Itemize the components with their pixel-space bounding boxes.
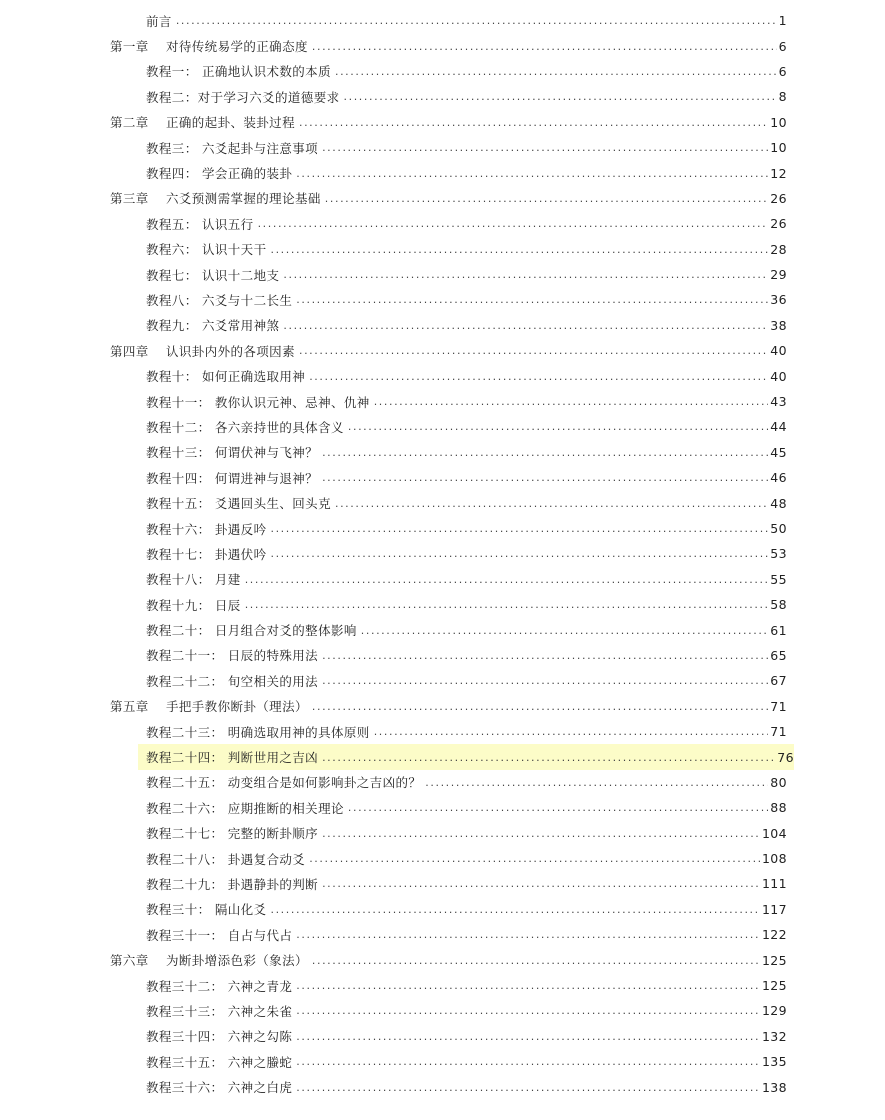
toc-page-number: 44 [770, 419, 787, 435]
toc-page-number: 117 [761, 901, 787, 917]
toc-page-number: 65 [770, 647, 787, 663]
toc-lesson-entry[interactable] [0, 1049, 787, 1074]
toc-lesson-entry[interactable] [0, 287, 787, 312]
toc-lesson-entry[interactable] [0, 643, 787, 668]
toc-page-number: 43 [770, 394, 787, 410]
toc-lesson-entry[interactable] [0, 363, 787, 388]
dot-leader [322, 446, 768, 459]
dot-leader [299, 116, 768, 129]
toc-page-number: 58 [770, 597, 787, 613]
toc-lesson-entry[interactable] [0, 440, 787, 465]
toc-lesson-entry[interactable] [0, 262, 787, 287]
toc-entry-title: 教程三十三： 六神之朱雀 [146, 1003, 293, 1019]
toc-entry-title: 教程十五： 爻遇回头生、回头克 [146, 496, 331, 512]
dot-leader [374, 395, 769, 408]
dot-leader [296, 1055, 760, 1068]
dot-leader [283, 268, 768, 281]
toc-lesson-entry[interactable] [0, 668, 787, 693]
toc-entry-title: 教程三： 六爻起卦与注意事项 [146, 140, 319, 156]
toc-entry-title: 教程十三： 何谓伏神与飞神？ [146, 445, 319, 461]
toc-entry-title: 教程九： 六爻常用神煞 [146, 318, 280, 334]
dot-leader [309, 370, 768, 383]
dot-leader [296, 293, 768, 306]
toc-lesson-entry[interactable] [0, 8, 787, 33]
toc-lesson-entry[interactable] [0, 1024, 787, 1049]
toc-entry-title: 教程三十四： 六神之勾陈 [146, 1029, 293, 1045]
toc-lesson-entry[interactable] [0, 541, 787, 566]
toc-lesson-entry[interactable] [0, 135, 787, 160]
toc-entry-title: 教程二十一： 日辰的特殊用法 [146, 648, 319, 664]
toc-entry-title: 教程八： 六爻与十二长生 [146, 292, 293, 308]
toc-page-number: 38 [770, 317, 787, 333]
toc-entry-title: 教程十七： 卦遇伏吟 [146, 546, 267, 562]
toc-chapter-entry[interactable] [0, 33, 787, 58]
toc-page-number: 50 [770, 521, 787, 536]
dot-leader [322, 674, 768, 687]
dot-leader [344, 90, 777, 103]
toc-entry-title: 教程三十六： 六神之白虎 [146, 1080, 293, 1096]
dot-leader [348, 420, 768, 433]
dot-leader [245, 573, 769, 586]
toc-lesson-entry[interactable] [0, 84, 787, 109]
toc-page-number: 88 [770, 800, 787, 816]
toc-entry-title: 第五章 手把手教你断卦（理法） [110, 699, 308, 715]
toc-lesson-entry[interactable] [0, 516, 787, 541]
dot-leader [176, 14, 777, 27]
toc-page-number: 138 [761, 1079, 787, 1095]
toc-page-number: 129 [761, 1003, 787, 1019]
dot-leader [322, 827, 760, 840]
toc-lesson-entry[interactable] [0, 922, 787, 947]
toc-page-number: 125 [761, 952, 787, 968]
toc-lesson-entry[interactable] [0, 567, 787, 592]
toc-entry-title: 教程四： 学会正确的装卦 [146, 166, 293, 182]
toc-entry-title: 教程三十五： 六神之螣蛇 [146, 1054, 293, 1070]
dot-leader [312, 40, 777, 53]
toc-page-number: 10 [770, 140, 787, 156]
toc-page-number: 29 [770, 267, 787, 283]
dot-leader [296, 928, 760, 941]
toc-page-number: 8 [778, 89, 787, 105]
toc-entry-title: 教程二：对于学习六爻的道德要求 [146, 89, 340, 105]
toc-lesson-entry[interactable] [0, 973, 787, 998]
toc-lesson-entry[interactable] [0, 313, 787, 338]
toc-entry-title: 第一章 对待传统易学的正确态度 [110, 39, 308, 55]
dot-leader [361, 624, 769, 637]
toc-page-number: 122 [761, 927, 787, 943]
toc-lesson-entry[interactable] [0, 211, 787, 236]
toc-entry-title: 第六章 为断卦增添色彩（象法） [110, 953, 308, 969]
toc-entry-title: 教程三十二： 六神之青龙 [146, 978, 293, 994]
dot-leader [312, 700, 768, 713]
toc-page-number: 6 [778, 38, 787, 54]
dot-leader [296, 1030, 760, 1043]
toc-page-number: 40 [770, 343, 787, 359]
toc-lesson-entry[interactable] [0, 414, 787, 439]
toc-page-number: 45 [770, 444, 787, 460]
toc-entry-title: 教程二十九： 卦遇静卦的判断 [146, 876, 319, 892]
dot-leader [425, 776, 768, 789]
toc-entry-title: 教程二十七： 完整的断卦顺序 [146, 826, 319, 842]
toc-entry-title: 第二章 正确的起卦、装卦过程 [110, 115, 295, 131]
toc-entry-title: 教程二十三： 明确选取用神的具体原则 [146, 724, 370, 740]
toc-lesson-entry[interactable] [0, 160, 787, 185]
toc-lesson-entry[interactable] [0, 237, 787, 262]
dot-leader [296, 1081, 760, 1094]
dot-leader [322, 877, 760, 890]
dot-leader [296, 1004, 760, 1017]
toc-lesson-entry[interactable] [0, 846, 787, 871]
dot-leader [335, 65, 777, 78]
dot-leader [322, 649, 768, 662]
toc-entry-title: 教程二十六： 应期推断的相关理论 [146, 800, 344, 816]
toc-page-number: 108 [761, 851, 787, 867]
toc-page-number: 55 [770, 571, 787, 587]
toc-entry-title: 教程十二： 各六亲持世的具体含义 [146, 419, 344, 435]
dot-leader [270, 547, 768, 560]
dot-leader [322, 751, 775, 764]
toc-page-number: 76 [777, 749, 794, 765]
toc-page-number: 36 [770, 292, 787, 308]
toc-lesson-entry[interactable] [138, 744, 794, 769]
toc-lesson-entry[interactable] [0, 1074, 787, 1099]
toc-entry-title: 教程十八： 月建 [146, 572, 241, 588]
dot-leader [325, 192, 769, 205]
toc-entry-title: 教程二十： 日月组合对爻的整体影响 [146, 623, 357, 639]
dot-leader [374, 725, 769, 738]
toc-lesson-entry[interactable] [0, 719, 787, 744]
toc-page-number: 53 [770, 546, 787, 562]
dot-leader [270, 522, 768, 535]
toc-lesson-entry[interactable] [0, 998, 787, 1023]
toc-page-number: 46 [770, 470, 787, 486]
dot-leader [312, 954, 760, 967]
dot-leader [270, 243, 768, 256]
toc-page-number: 48 [770, 495, 787, 511]
toc-page-number: 125 [761, 978, 787, 994]
table-of-contents [0, 8, 885, 1100]
dot-leader [299, 344, 768, 357]
dot-leader [322, 141, 768, 154]
toc-page-number: 71 [770, 698, 787, 714]
toc-entry-title: 教程七： 认识十二地支 [146, 267, 280, 283]
dot-leader [296, 979, 760, 992]
toc-page-number: 40 [770, 368, 787, 384]
toc-entry-title: 教程二十八： 卦遇复合动爻 [146, 851, 306, 867]
toc-page-number: 12 [770, 165, 787, 181]
dot-leader [335, 497, 768, 510]
toc-entry-title: 教程二十二： 旬空相关的用法 [146, 673, 319, 689]
toc-page-number: 67 [770, 673, 787, 689]
toc-lesson-entry[interactable] [0, 871, 787, 896]
toc-page-number: 71 [770, 724, 787, 740]
dot-leader [270, 903, 759, 916]
toc-page-number: 135 [761, 1054, 787, 1070]
toc-entry-title: 教程二十四： 判断世用之吉凶 [146, 750, 319, 766]
toc-chapter-entry[interactable] [0, 186, 787, 211]
toc-entry-title: 教程十九： 日辰 [146, 597, 241, 613]
toc-entry-title: 教程五： 认识五行 [146, 216, 254, 232]
toc-lesson-entry[interactable] [0, 592, 787, 617]
toc-lesson-entry[interactable] [0, 770, 787, 795]
toc-lesson-entry[interactable] [0, 465, 787, 490]
toc-page-number: 1 [778, 13, 787, 29]
toc-lesson-entry[interactable] [0, 821, 787, 846]
toc-entry-title: 教程三十一： 自占与代占 [146, 927, 293, 943]
toc-page-number: 26 [770, 190, 787, 206]
toc-lesson-entry[interactable] [0, 897, 787, 922]
dot-leader [348, 801, 768, 814]
toc-entry-title: 第四章 认识卦内外的各项因素 [110, 343, 295, 359]
toc-page-number: 6 [778, 63, 787, 79]
toc-entry-title: 教程十： 如何正确选取用神 [146, 369, 306, 385]
toc-lesson-entry[interactable] [0, 389, 787, 414]
dot-leader [245, 598, 769, 611]
toc-lesson-entry[interactable] [0, 795, 787, 820]
toc-page-number: 26 [770, 216, 787, 232]
toc-entry-title: 第三章 六爻预测需掌握的理论基础 [110, 191, 321, 207]
toc-entry-title: 教程六： 认识十天干 [146, 242, 267, 258]
toc-page-number: 104 [761, 825, 787, 841]
toc-entry-title: 教程一： 正确地认识术数的本质 [146, 64, 331, 80]
toc-entry-title: 教程三十： 隔山化爻 [146, 902, 267, 918]
toc-entry-title: 教程十六： 卦遇反吟 [146, 521, 267, 537]
dot-leader [296, 167, 768, 180]
toc-chapter-entry[interactable] [0, 694, 787, 719]
toc-entry-title: 教程十四： 何谓进神与退神？ [146, 470, 319, 486]
toc-page-number: 10 [770, 114, 787, 130]
toc-page-number: 28 [770, 241, 787, 257]
toc-chapter-entry[interactable] [0, 947, 787, 972]
dot-leader [283, 319, 768, 332]
toc-page-number: 61 [770, 622, 787, 638]
toc-lesson-entry[interactable] [0, 617, 787, 642]
toc-lesson-entry[interactable] [0, 490, 787, 515]
toc-chapter-entry[interactable] [0, 110, 787, 135]
dot-leader [309, 852, 760, 865]
dot-leader [258, 217, 769, 230]
dot-leader [322, 471, 768, 484]
toc-page-number: 132 [761, 1028, 787, 1044]
toc-entry-title: 教程二十五： 动变组合是如何影响卦之吉凶的？ [146, 775, 422, 791]
toc-entry-title: 前言 [146, 13, 172, 29]
toc-page-number: 80 [770, 774, 787, 790]
toc-entry-title: 教程十一： 教你认识元神、忌神、仇神 [146, 394, 370, 410]
toc-chapter-entry[interactable] [0, 338, 787, 363]
toc-page-number: 111 [761, 876, 787, 892]
toc-lesson-entry[interactable] [0, 59, 787, 84]
